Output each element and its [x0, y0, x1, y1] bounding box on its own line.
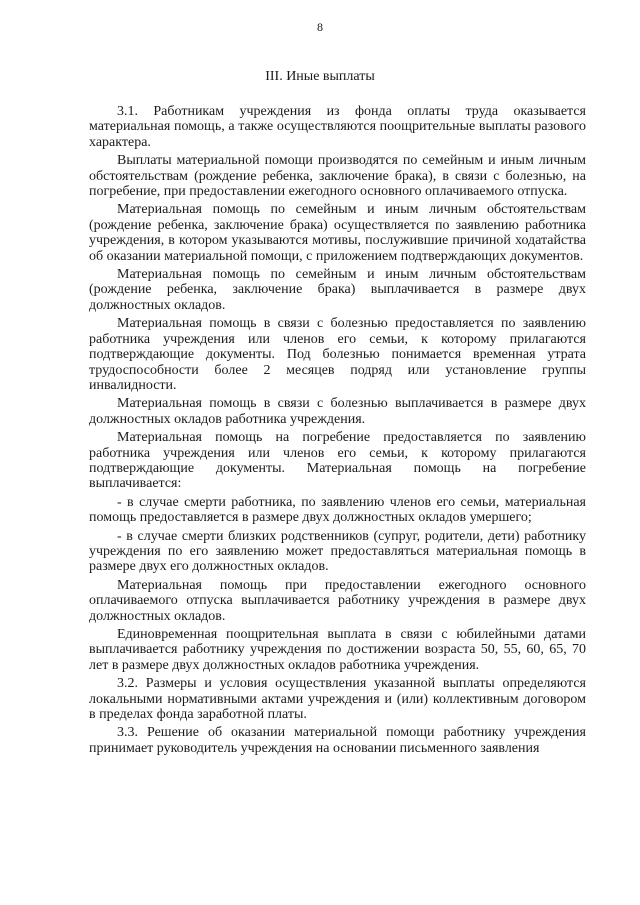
paragraph: Материальная помощь по семейным и иным личным обстоятельствам (рождение ребенка, заключение брака) выплачивается в размере двух должностных окладов.	[89, 267, 586, 313]
document-body	[89, 104, 586, 759]
list-item: - в случае смерти близких родственников (супруг, родители, дети) работнику учреждения по его заявлению может предоставляться материальная помощь в размере двух его должностных окладов.	[89, 528, 586, 575]
paragraph: Выплаты материальной помощи производятся по семейным и иным личным обстоятельствам (рождение ребенка, заключение брака), в связи с болезнью, на погребение, при предоставлении ежегодного основного оплачиваемого отпуска.	[89, 153, 586, 200]
paragraph: 3.3. Решение об оказании материальной помощи работнику учреждения принимает руководитель учреждения на основании письменного заявления	[89, 725, 586, 756]
list-item: - в случае смерти работника, по заявлению членов его семьи, материальная помощь предоставляется в размере двух должностных окладов умершего;	[89, 494, 586, 526]
paragraph: Материальная помощь на погребение предоставляется по заявлению работника учреждения или членов его семьи, к которому прилагаются подтверждающие документы. Материальная помощь на погребение выплачивается:	[89, 430, 586, 492]
page-number: 8	[317, 20, 323, 34]
paragraph: 3.2. Размеры и условия осуществления указанной выплаты определяются локальными нормативными актами учреждения и (или) коллективным договором в пределах фонда заработной платы.	[89, 676, 586, 723]
paragraph: Материальная помощь в связи с болезнью выплачивается в размере двух должностных окладов работника учреждения.	[89, 396, 586, 427]
paragraph: Материальная помощь в связи с болезнью предоставляется по заявлению работника учреждения или членов его семьи, к которому прилагаются подтверждающие документы. Под болезнью понимается временная утрата трудоспособности более 2 месяцев подряд или установление группы инвалидности.	[89, 316, 586, 393]
paragraph: Единовременная поощрительная выплата в связи с юбилейными датами выплачивается работнику учреждения по достижении возраста 50, 55, 60, 65, 70 лет в размере двух должностных окладов работника учреждения.	[89, 627, 586, 673]
paragraph: Материальная помощь при предоставлении ежегодного основного оплачиваемого отпуска выплачивается работнику учреждения в размере двух должностных окладов.	[89, 577, 586, 624]
section-heading: III. Иные выплаты	[265, 69, 375, 84]
paragraph: Материальная помощь по семейным и иным личным обстоятельствам (рождение ребенка, заключение брака) осуществляется по заявлению работника учреждения, в котором указываются мотивы, послужившие причиной ходатайства об оказании материальной помощи, с приложением подтверждающих документов.	[89, 202, 586, 264]
paragraph: 3.1. Работникам учреждения из фонда оплаты труда оказывается материальная помощь, а также осуществляются поощрительные выплаты разового характера.	[89, 104, 586, 150]
